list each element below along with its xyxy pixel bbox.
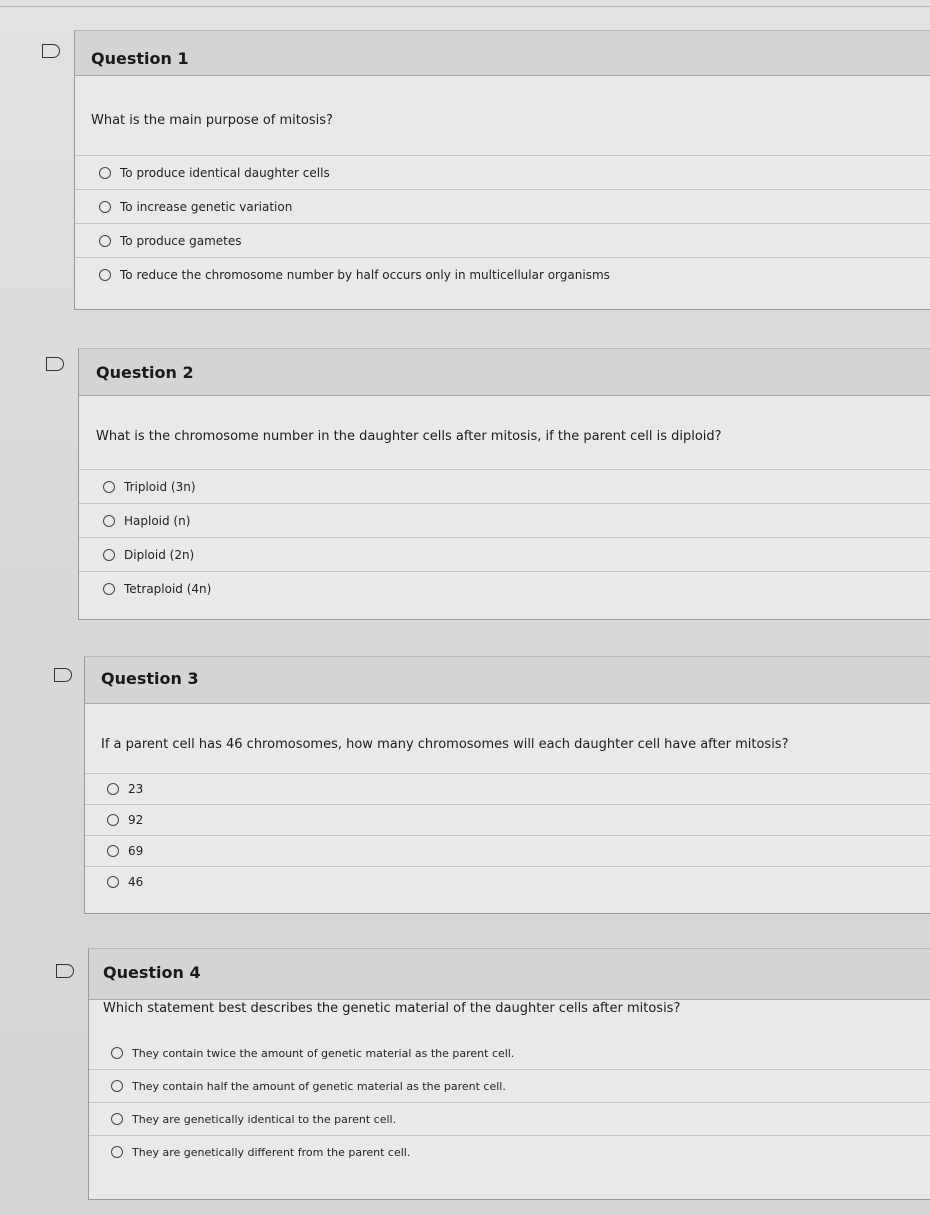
question-3-title: Question 3 bbox=[101, 669, 199, 688]
option-label: They are genetically identical to the parent cell. bbox=[132, 1112, 397, 1126]
question-2-option-c[interactable] bbox=[79, 537, 930, 571]
question-1-option-b[interactable] bbox=[75, 189, 930, 223]
flag-question-3-icon[interactable] bbox=[54, 668, 72, 682]
option-label: Haploid (n) bbox=[124, 513, 191, 528]
question-3-option-b[interactable] bbox=[85, 804, 930, 835]
question-4-option-d[interactable] bbox=[89, 1135, 930, 1168]
question-3-card bbox=[84, 656, 930, 914]
radio-button-icon[interactable] bbox=[107, 845, 119, 857]
question-3-options bbox=[85, 773, 930, 897]
option-label: To produce gametes bbox=[120, 233, 242, 248]
question-2-options bbox=[79, 469, 930, 605]
flag-question-1-icon[interactable] bbox=[42, 44, 60, 58]
radio-button-icon[interactable] bbox=[107, 783, 119, 795]
question-3-header bbox=[85, 657, 930, 704]
option-label: Triploid (3n) bbox=[124, 479, 196, 494]
question-1-card bbox=[74, 30, 930, 310]
question-4-option-a[interactable] bbox=[89, 1037, 930, 1069]
question-2-card bbox=[78, 348, 930, 620]
question-2-option-a[interactable] bbox=[79, 469, 930, 503]
question-3-option-a[interactable] bbox=[85, 773, 930, 804]
question-4-title: Question 4 bbox=[103, 963, 201, 982]
radio-button-icon[interactable] bbox=[111, 1113, 123, 1125]
radio-button-icon[interactable] bbox=[107, 876, 119, 888]
question-1-option-a[interactable] bbox=[75, 155, 930, 189]
question-1-header bbox=[75, 31, 930, 76]
question-3-option-d[interactable] bbox=[85, 866, 930, 897]
option-label: They are genetically different from the parent cell. bbox=[132, 1145, 411, 1159]
question-1-text: What is the main purpose of mitosis? bbox=[91, 113, 333, 128]
radio-button-icon[interactable] bbox=[99, 235, 111, 247]
radio-button-icon[interactable] bbox=[103, 549, 115, 561]
radio-button-icon[interactable] bbox=[111, 1080, 123, 1092]
radio-button-icon[interactable] bbox=[103, 481, 115, 493]
question-1-options bbox=[75, 155, 930, 291]
question-1-title: Question 1 bbox=[91, 49, 189, 68]
radio-button-icon[interactable] bbox=[107, 814, 119, 826]
radio-button-icon[interactable] bbox=[103, 583, 115, 595]
question-4-options bbox=[89, 1037, 930, 1168]
radio-button-icon[interactable] bbox=[103, 515, 115, 527]
question-2-text: What is the chromosome number in the daughter cells after mitosis, if the parent cell is diploid? bbox=[96, 429, 722, 444]
question-1-option-d[interactable] bbox=[75, 257, 930, 291]
question-2-option-d[interactable] bbox=[79, 571, 930, 605]
option-label: To reduce the chromosome number by half occurs only in multicellular organisms bbox=[120, 267, 610, 282]
option-label: 69 bbox=[128, 844, 144, 858]
radio-button-icon[interactable] bbox=[111, 1146, 123, 1158]
option-label: They contain twice the amount of genetic material as the parent cell. bbox=[132, 1046, 515, 1060]
question-4-option-b[interactable] bbox=[89, 1069, 930, 1102]
flag-question-2-icon[interactable] bbox=[46, 357, 64, 371]
question-2-header bbox=[79, 349, 930, 396]
question-4-header bbox=[89, 949, 930, 1000]
radio-button-icon[interactable] bbox=[99, 269, 111, 281]
question-4-text: Which statement best describes the genetic material of the daughter cells after mitosis? bbox=[103, 1001, 681, 1016]
radio-button-icon[interactable] bbox=[99, 201, 111, 213]
option-label: 46 bbox=[128, 875, 144, 889]
question-1-option-c[interactable] bbox=[75, 223, 930, 257]
flag-question-4-icon[interactable] bbox=[56, 964, 74, 978]
option-label: Diploid (2n) bbox=[124, 547, 195, 562]
option-label: To increase genetic variation bbox=[120, 199, 293, 214]
option-label: 92 bbox=[128, 813, 144, 827]
question-4-option-c[interactable] bbox=[89, 1102, 930, 1135]
question-3-option-c[interactable] bbox=[85, 835, 930, 866]
option-label: They contain half the amount of genetic material as the parent cell. bbox=[132, 1079, 506, 1093]
question-4-card bbox=[88, 948, 930, 1200]
option-label: 23 bbox=[128, 782, 144, 796]
question-3-text: If a parent cell has 46 chromosomes, how many chromosomes will each daughter cell have after mitosis? bbox=[101, 737, 789, 752]
top-divider bbox=[0, 6, 930, 7]
radio-button-icon[interactable] bbox=[111, 1047, 123, 1059]
option-label: Tetraploid (4n) bbox=[124, 581, 212, 596]
question-2-title: Question 2 bbox=[96, 363, 194, 382]
radio-button-icon[interactable] bbox=[99, 167, 111, 179]
question-2-option-b[interactable] bbox=[79, 503, 930, 537]
option-label: To produce identical daughter cells bbox=[120, 165, 330, 180]
